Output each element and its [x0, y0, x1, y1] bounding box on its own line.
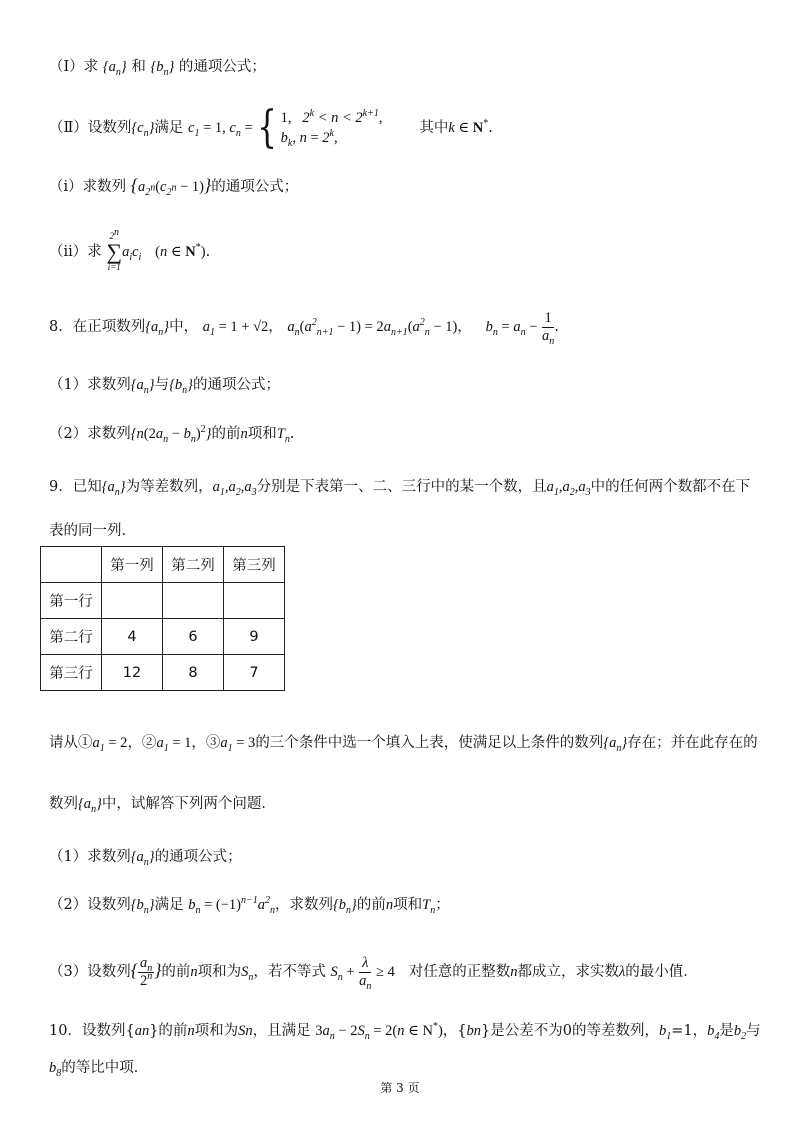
table-cell: 4 [102, 619, 163, 655]
q10-line2: $b_8$的等比中项． [49, 1060, 149, 1079]
table-cell: 7 [224, 655, 285, 691]
table-cell: 第三行 [41, 655, 102, 691]
q7-sub-ii: （ii）求 2$^n$ ∑ i=1 $a_ic_i$ (n ∈ N*). [49, 227, 211, 272]
q9-stem: 9．已知$\{a_n\}$为等差数列，$a_1,a_2,a_3$分别是下表第一、二、三行中的某一个数，且$a_1,a_2,a_3$中的任何两个数都不在下 [49, 479, 751, 498]
q7-sub-i: （i）求数列 $\{a_{2^n}(c_{2^n} - 1)\}$的通项公式； [49, 175, 299, 198]
table-cell: 第一行 [41, 583, 102, 619]
table-header-cell: 第一列 [102, 547, 163, 583]
table-cell [224, 583, 285, 619]
q9-part2: （2）设数列$\{b_n\}$满足 $b_n = (-1)^{n-1}a^2_n$，求数列$\{b_n\}$的前n项和$T_n$； [49, 895, 450, 916]
q9-choose: 请从$①a_1 = 2$，$②a_1 = 1$，$③a_1 = 3$的三个条件中选一个填入上表，使满足以上条件的数列$\{a_n\}$存在；并在此存在的 [49, 735, 758, 754]
table-cell: 9 [224, 619, 285, 655]
q9-part3: （3）设数列{ $\frac{a_n}{2^n}$ }的前n项和为$S_n$，若不等式 $S_n$ + $\frac{\lambda}{a_n}$ ≥ 4 对任意的正整数n都成立，求实数λ的最小值． [49, 955, 698, 992]
q8-part2: （2）求数列$\{n(2a_n - b_n)^2\}$的前n项和$T_n$. [49, 424, 295, 445]
q8-stem: 8．在正项数列$\{a_n\}$中， $a_1 = 1 + √2$， $a_n(a^2_{n+1} - 1) = 2a_{n+1}(a^2_n - 1)$， $b_n = a_n$ − $\frac{1}{a_n}$ . [49, 310, 559, 347]
table-cell: 6 [163, 619, 224, 655]
table-header-cell [41, 547, 102, 583]
q8-part1: （1）求数列$\{a_n\}$与$\{b_n\}$的通项公式； [49, 377, 280, 396]
q7-part2: （Ⅱ）设数列$\{c_n\}$满足 $c_1 = 1$, $c_n$ ={ 1, $2^k < n < 2^{k+1}$, $b_k$, $n = 2^k$, 其中k ∈ N*. [49, 102, 493, 153]
q9-table [40, 546, 285, 691]
table-cell [163, 583, 224, 619]
q9-part1: （1）求数列$\{a_n\}$的通项公式； [49, 849, 242, 868]
q9-stem-line2: 表的同一列． [49, 523, 136, 539]
table-row [41, 619, 285, 655]
table-cell: 8 [163, 655, 224, 691]
table-cell: 第二行 [41, 619, 102, 655]
table-row [41, 655, 285, 691]
page-footer: 第 3 页 [380, 1081, 420, 1095]
table-cell [102, 583, 163, 619]
table-cell: 12 [102, 655, 163, 691]
table-header-row [41, 547, 285, 583]
q9-seq-line: 数列$\{a_n\}$中，试解答下列两个问题． [49, 796, 276, 815]
table-header-cell: 第二列 [163, 547, 224, 583]
q10-line1: 10．设数列{an}的前n项和为Sn，且满足 $3a_n - 2S_n = 2(n$ ∈ N*)，{bn}是公差不为0的等差数列，$b_1=1$，$b_4$是$b_2$与 [49, 1021, 761, 1042]
table-header-cell: 第三列 [224, 547, 285, 583]
table-row [41, 583, 285, 619]
q7-part1: （Ⅰ）求 $\{a_n\}$ 和 $\{b_n\}$ 的通项公式； [49, 59, 266, 78]
